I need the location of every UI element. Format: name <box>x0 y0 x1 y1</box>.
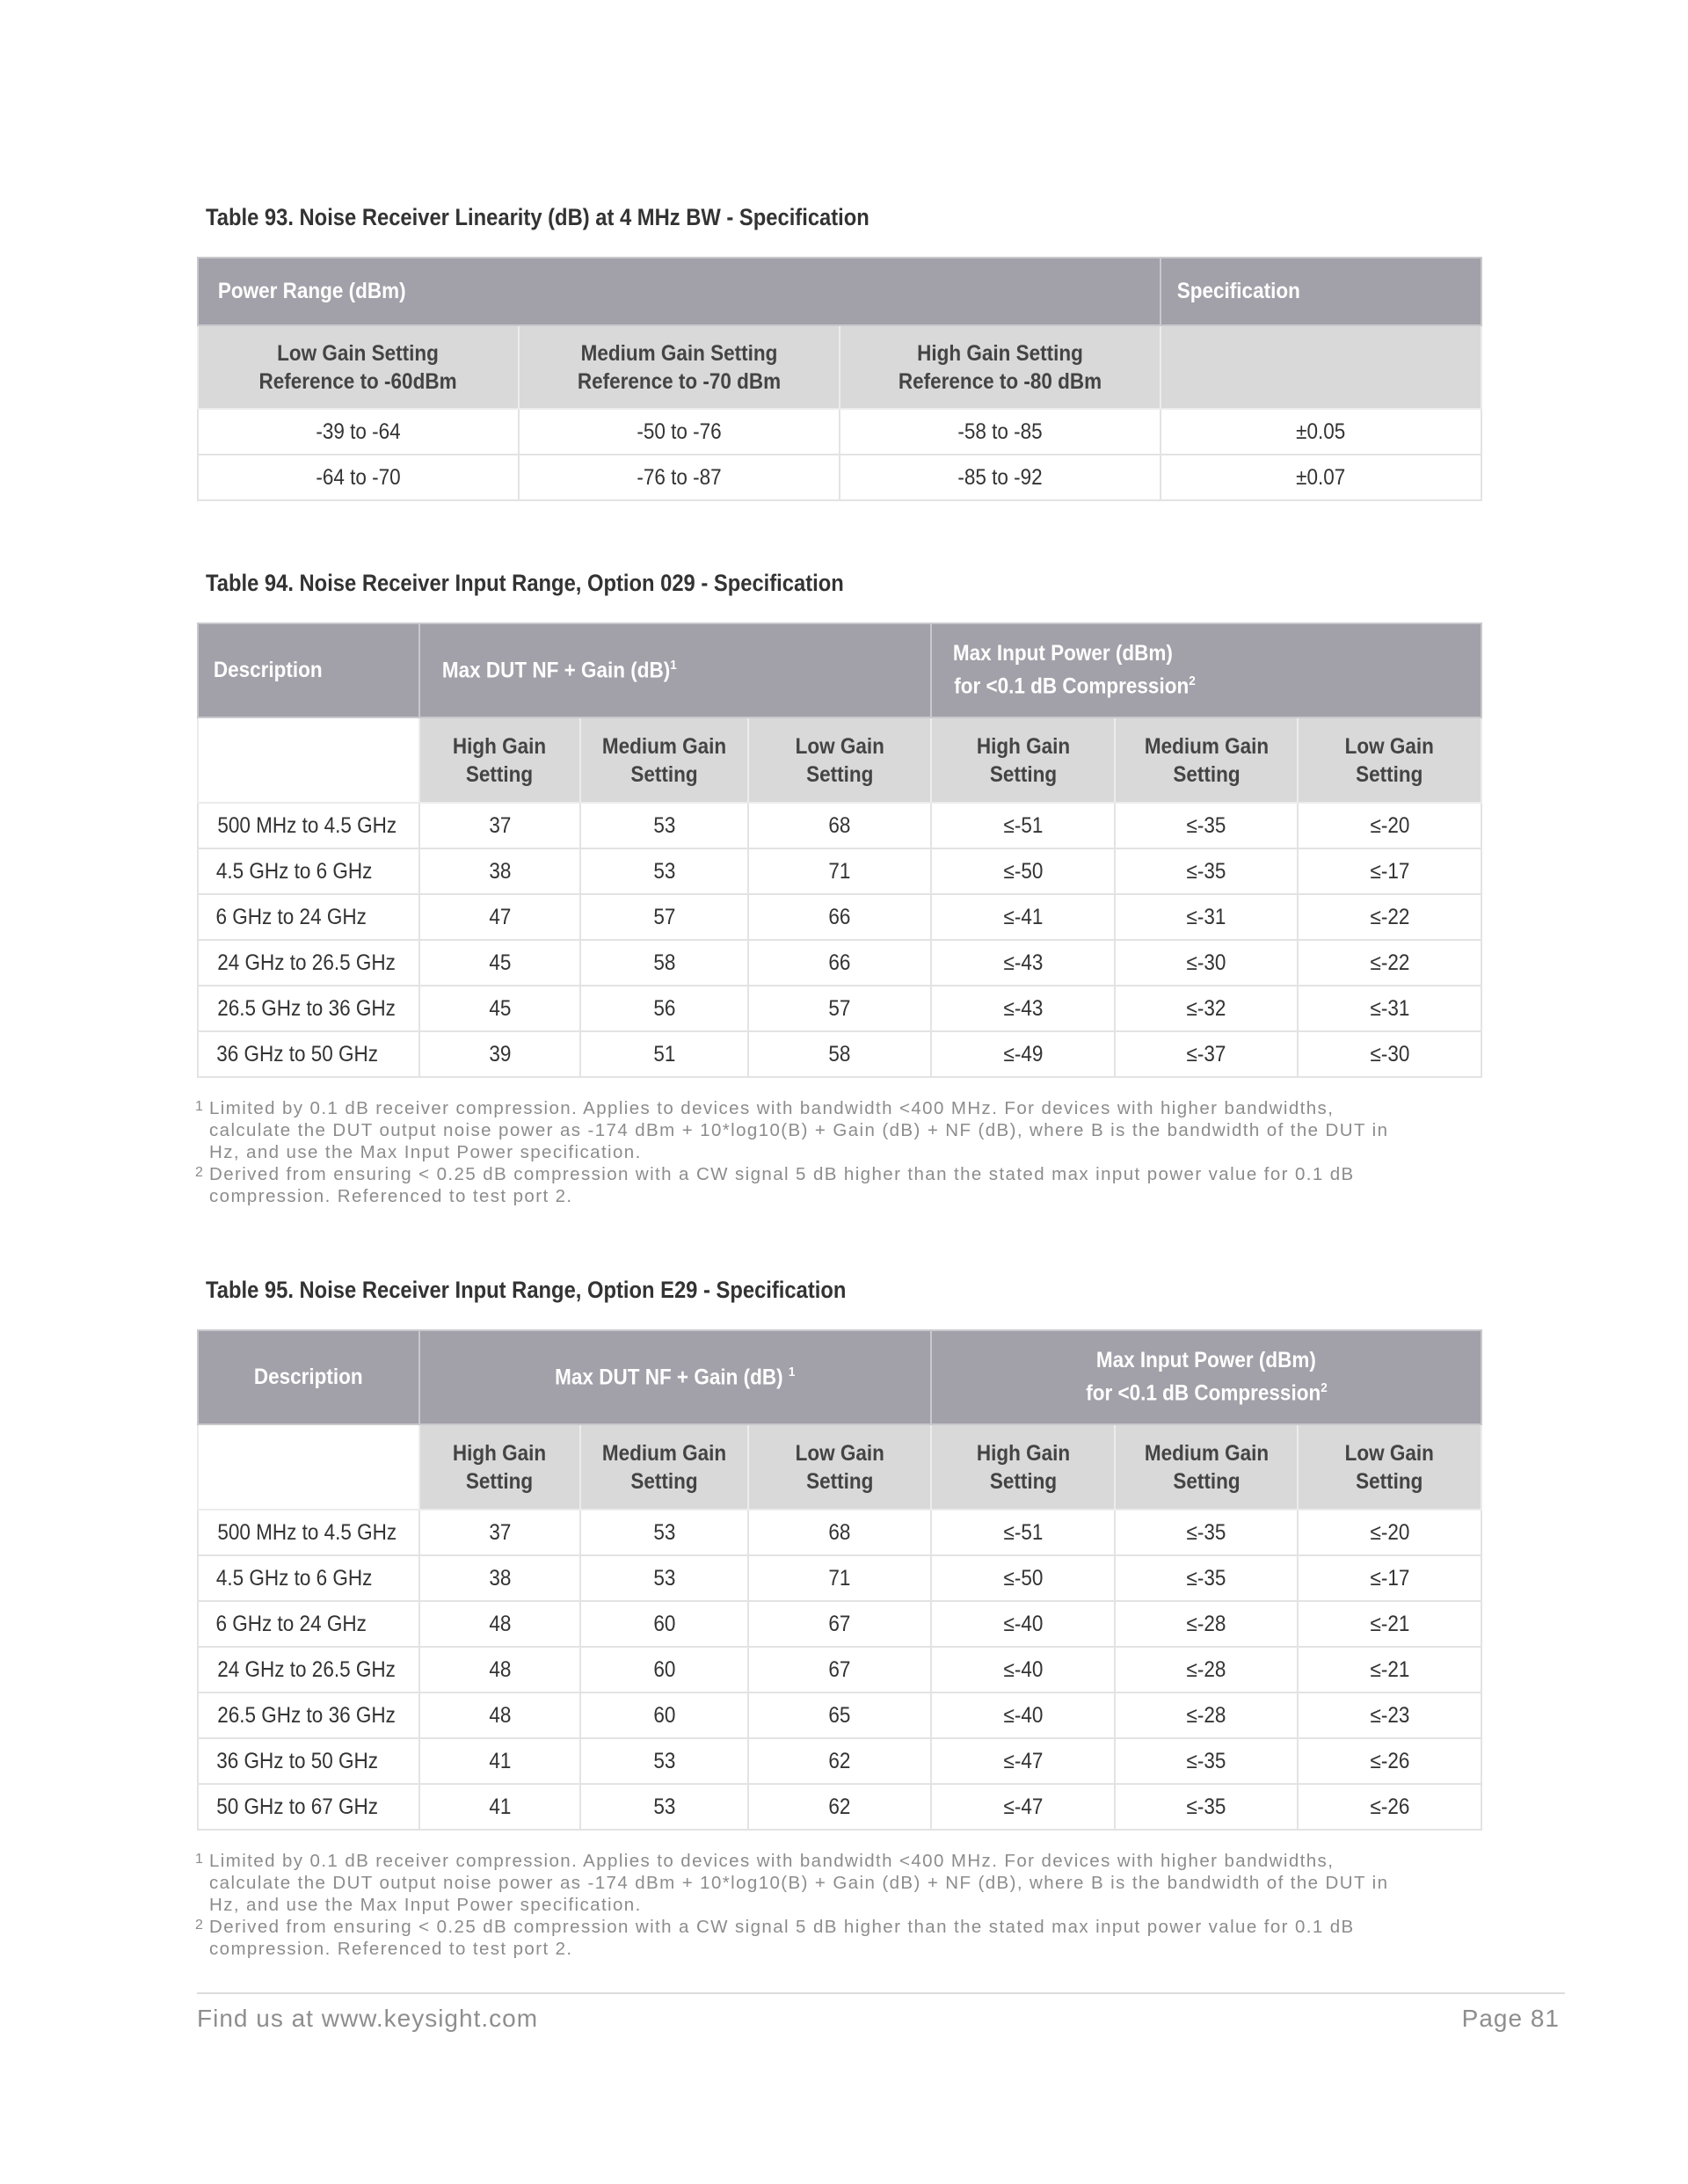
table-cell: 24 GHz to 26.5 GHz <box>198 940 419 986</box>
medium-gain-reference-header: Medium Gain Setting Reference to -70 dBm <box>519 325 840 409</box>
table-93-title: Table 93. Noise Receiver Linearity (dB) at 4 MHz BW - Specification <box>206 204 869 230</box>
footnote-2: 2 Derived from ensuring < 0.25 dB compression with a CW signal 5 dB higher than the stated max input power value for 0.1 dB compression. Referenced to test port 2. <box>195 1917 1355 1959</box>
table-cell: ≤-51 <box>931 803 1115 848</box>
max-input-power-header: Max Input Power (dBm) for <0.1 dB Compression$^2$ <box>931 1330 1481 1424</box>
footnote-1: 1 Limited by 0.1 dB receiver compression. Applies to devices with bandwidth <400 MHz. For devices with higher bandwidths, calculate the DUT output noise power as -174 dBm + 10*log10(B) + Gain (dB) + NF (dB), where B is the bandwidth of the DUT in Hz, and use the Max Input Power specification. <box>195 1851 1389 1915</box>
column-header: Medium Gain Setting <box>580 1424 748 1510</box>
table-cell: ≤-47 <box>931 1738 1115 1784</box>
table-cell: 53 <box>580 1738 748 1784</box>
table-cell: -50 to -76 <box>519 409 840 455</box>
table-cell: 37 <box>419 803 580 848</box>
table-cell: 66 <box>748 894 931 940</box>
table-cell: ≤-40 <box>931 1647 1115 1693</box>
table-cell: 67 <box>748 1601 931 1647</box>
table-cell: 71 <box>748 1555 931 1601</box>
table-cell: 65 <box>748 1693 931 1738</box>
table-cell: 38 <box>419 1555 580 1601</box>
table-cell: ≤-50 <box>931 848 1115 894</box>
table-cell: 57 <box>580 894 748 940</box>
table-95-header-row <box>198 1330 1481 1424</box>
table-cell: ≤-28 <box>1115 1693 1298 1738</box>
table-cell: 48 <box>419 1647 580 1693</box>
power-range-header: Power Range (dBm) <box>198 258 1160 325</box>
table-cell: ≤-43 <box>931 986 1115 1031</box>
table-cell: 45 <box>419 940 580 986</box>
description-header: Description <box>198 623 419 717</box>
table-93-subheader-row <box>198 325 1481 409</box>
table-row <box>198 803 1481 848</box>
table-cell: ≤-35 <box>1115 848 1298 894</box>
table-cell: -39 to -64 <box>198 409 519 455</box>
table-94-title: Table 94. Noise Receiver Input Range, Option 029 - Specification <box>206 570 844 596</box>
table-cell: 36 GHz to 50 GHz <box>198 1031 419 1077</box>
table-cell: 66 <box>748 940 931 986</box>
table-cell: ≤-22 <box>1298 940 1481 986</box>
footer-divider <box>197 1992 1565 1994</box>
footnote-1: 1 Limited by 0.1 dB receiver compression. Applies to devices with bandwidth <400 MHz. For devices with higher bandwidths, calculate the DUT output noise power as -174 dBm + 10*log10(B) + Gain (dB) + NF (dB), where B is the bandwidth of the DUT in Hz, and use the Max Input Power specification. <box>195 1098 1389 1162</box>
high-gain-reference-header: High Gain Setting Reference to -80 dBm <box>840 325 1160 409</box>
table-cell: 39 <box>419 1031 580 1077</box>
table-cell: 67 <box>748 1647 931 1693</box>
table-row <box>198 1738 1481 1784</box>
footer-website: Find us at www.keysight.com <box>197 2005 539 2032</box>
table-row <box>198 1693 1481 1738</box>
table-cell: 56 <box>580 986 748 1031</box>
table-cell: ≤-41 <box>931 894 1115 940</box>
table-cell: ≤-47 <box>931 1784 1115 1830</box>
table-row <box>198 1555 1481 1601</box>
table-row <box>198 1647 1481 1693</box>
table-cell: 6 GHz to 24 GHz <box>198 1601 419 1647</box>
table-cell: ≤-23 <box>1298 1693 1481 1738</box>
table-cell: 26.5 GHz to 36 GHz <box>198 986 419 1031</box>
table-cell: ≤-32 <box>1115 986 1298 1031</box>
table-cell: 45 <box>419 986 580 1031</box>
table-row <box>198 1601 1481 1647</box>
column-header: Low Gain Setting <box>748 717 931 803</box>
table-cell: -85 to -92 <box>840 455 1160 500</box>
table-cell: 50 GHz to 67 GHz <box>198 1784 419 1830</box>
table-cell: 57 <box>748 986 931 1031</box>
table-94-header-row <box>198 623 1481 717</box>
table-cell: 47 <box>419 894 580 940</box>
table-cell: 58 <box>748 1031 931 1077</box>
table-cell: ≤-35 <box>1115 1555 1298 1601</box>
table-95-title: Table 95. Noise Receiver Input Range, Option E29 - Specification <box>206 1277 847 1303</box>
table-cell: 26.5 GHz to 36 GHz <box>198 1693 419 1738</box>
table-cell: ≤-26 <box>1298 1784 1481 1830</box>
low-gain-reference-header: Low Gain Setting Reference to -60dBm <box>198 325 519 409</box>
table-cell: 38 <box>419 848 580 894</box>
column-header: Medium Gain Setting <box>1115 1424 1298 1510</box>
description-header: Description <box>198 1330 419 1424</box>
table-cell: ≤-35 <box>1115 1738 1298 1784</box>
column-header: High Gain Setting <box>419 717 580 803</box>
table-cell: 500 MHz to 4.5 GHz <box>198 803 419 848</box>
table-cell: ≤-21 <box>1298 1647 1481 1693</box>
table-cell: -64 to -70 <box>198 455 519 500</box>
table-cell: ≤-31 <box>1298 986 1481 1031</box>
table-cell: ≤-28 <box>1115 1601 1298 1647</box>
specification-header: Specification <box>1160 258 1481 325</box>
table-cell: ±0.05 <box>1160 409 1481 455</box>
max-dut-header: Max DUT NF + Gain (dB) $^1$ <box>419 1330 931 1424</box>
table-cell: 62 <box>748 1784 931 1830</box>
table-cell: ≤-51 <box>931 1510 1115 1555</box>
table-cell: 53 <box>580 1510 748 1555</box>
column-header: Medium Gain Setting <box>580 717 748 803</box>
table-cell: ≤-26 <box>1298 1738 1481 1784</box>
table-cell: ≤-40 <box>931 1693 1115 1738</box>
table-cell: 58 <box>580 940 748 986</box>
table-cell: ≤-43 <box>931 940 1115 986</box>
table-cell: 53 <box>580 803 748 848</box>
column-header: Medium Gain Setting <box>1115 717 1298 803</box>
table-cell: ≤-28 <box>1115 1647 1298 1693</box>
column-header: High Gain Setting <box>931 1424 1115 1510</box>
column-header: Low Gain Setting <box>1298 717 1481 803</box>
table-row <box>198 1031 1481 1077</box>
table-cell: ≤-30 <box>1115 940 1298 986</box>
table-cell: ≤-49 <box>931 1031 1115 1077</box>
table-cell: ≤-17 <box>1298 848 1481 894</box>
table-row <box>198 455 1481 500</box>
column-header: Low Gain Setting <box>1298 1424 1481 1510</box>
table-cell: 48 <box>419 1601 580 1647</box>
table-cell: ≤-22 <box>1298 894 1481 940</box>
table-cell: ≤-35 <box>1115 1510 1298 1555</box>
table-row <box>198 1784 1481 1830</box>
table-cell: ≤-21 <box>1298 1601 1481 1647</box>
table-95 <box>197 1329 1482 1831</box>
table-cell: 60 <box>580 1601 748 1647</box>
table-row <box>198 894 1481 940</box>
table-cell: ≤-37 <box>1115 1031 1298 1077</box>
table-cell: 53 <box>580 1555 748 1601</box>
table-row <box>198 940 1481 986</box>
table-row <box>198 409 1481 455</box>
table-cell: ≤-20 <box>1298 803 1481 848</box>
table-cell: -58 to -85 <box>840 409 1160 455</box>
table-cell: ≤-31 <box>1115 894 1298 940</box>
table-cell: 36 GHz to 50 GHz <box>198 1738 419 1784</box>
table-cell: 4.5 GHz to 6 GHz <box>198 848 419 894</box>
table-cell: 51 <box>580 1031 748 1077</box>
table-row <box>198 848 1481 894</box>
table-93 <box>197 257 1482 501</box>
empty-header-cell <box>198 1424 419 1510</box>
table-cell: 41 <box>419 1738 580 1784</box>
max-dut-header: Max DUT NF + Gain (dB)$^1$ <box>419 623 931 717</box>
page-number: Page 81 <box>1461 2005 1560 2032</box>
table-cell: ±0.07 <box>1160 455 1481 500</box>
table-cell: 37 <box>419 1510 580 1555</box>
table-row <box>198 1510 1481 1555</box>
table-cell: ≤-17 <box>1298 1555 1481 1601</box>
column-header: High Gain Setting <box>931 717 1115 803</box>
table-cell: 62 <box>748 1738 931 1784</box>
table-cell: 60 <box>580 1647 748 1693</box>
table-cell: 68 <box>748 1510 931 1555</box>
empty-header-cell <box>1160 325 1481 409</box>
table-cell: ≤-20 <box>1298 1510 1481 1555</box>
table-cell: ≤-50 <box>931 1555 1115 1601</box>
table-cell: ≤-35 <box>1115 1784 1298 1830</box>
table-94-footnotes <box>195 1097 1408 1207</box>
table-cell: ≤-30 <box>1298 1031 1481 1077</box>
table-cell: 60 <box>580 1693 748 1738</box>
table-94 <box>197 622 1482 1078</box>
table-95-subheader-row <box>198 1424 1481 1510</box>
max-input-power-header: Max Input Power (dBm) for <0.1 dB Compression$^2$ <box>931 623 1481 717</box>
table-94-subheader-row <box>198 717 1481 803</box>
table-cell: 71 <box>748 848 931 894</box>
table-cell: ≤-35 <box>1115 803 1298 848</box>
table-cell: 4.5 GHz to 6 GHz <box>198 1555 419 1601</box>
column-header: Low Gain Setting <box>748 1424 931 1510</box>
table-cell: 500 MHz to 4.5 GHz <box>198 1510 419 1555</box>
table-row <box>198 986 1481 1031</box>
table-cell: 41 <box>419 1784 580 1830</box>
table-cell: 24 GHz to 26.5 GHz <box>198 1647 419 1693</box>
table-95-footnotes <box>195 1850 1408 1960</box>
table-cell: 53 <box>580 848 748 894</box>
table-cell: 48 <box>419 1693 580 1738</box>
footnote-2: 2 Derived from ensuring < 0.25 dB compression with a CW signal 5 dB higher than the stated max input power value for 0.1 dB compression. Referenced to test port 2. <box>195 1164 1355 1206</box>
table-cell: ≤-40 <box>931 1601 1115 1647</box>
table-cell: 68 <box>748 803 931 848</box>
table-cell: -76 to -87 <box>519 455 840 500</box>
table-93-header-row <box>198 258 1481 325</box>
table-cell: 53 <box>580 1784 748 1830</box>
table-cell: 6 GHz to 24 GHz <box>198 894 419 940</box>
column-header: High Gain Setting <box>419 1424 580 1510</box>
empty-header-cell <box>198 717 419 803</box>
